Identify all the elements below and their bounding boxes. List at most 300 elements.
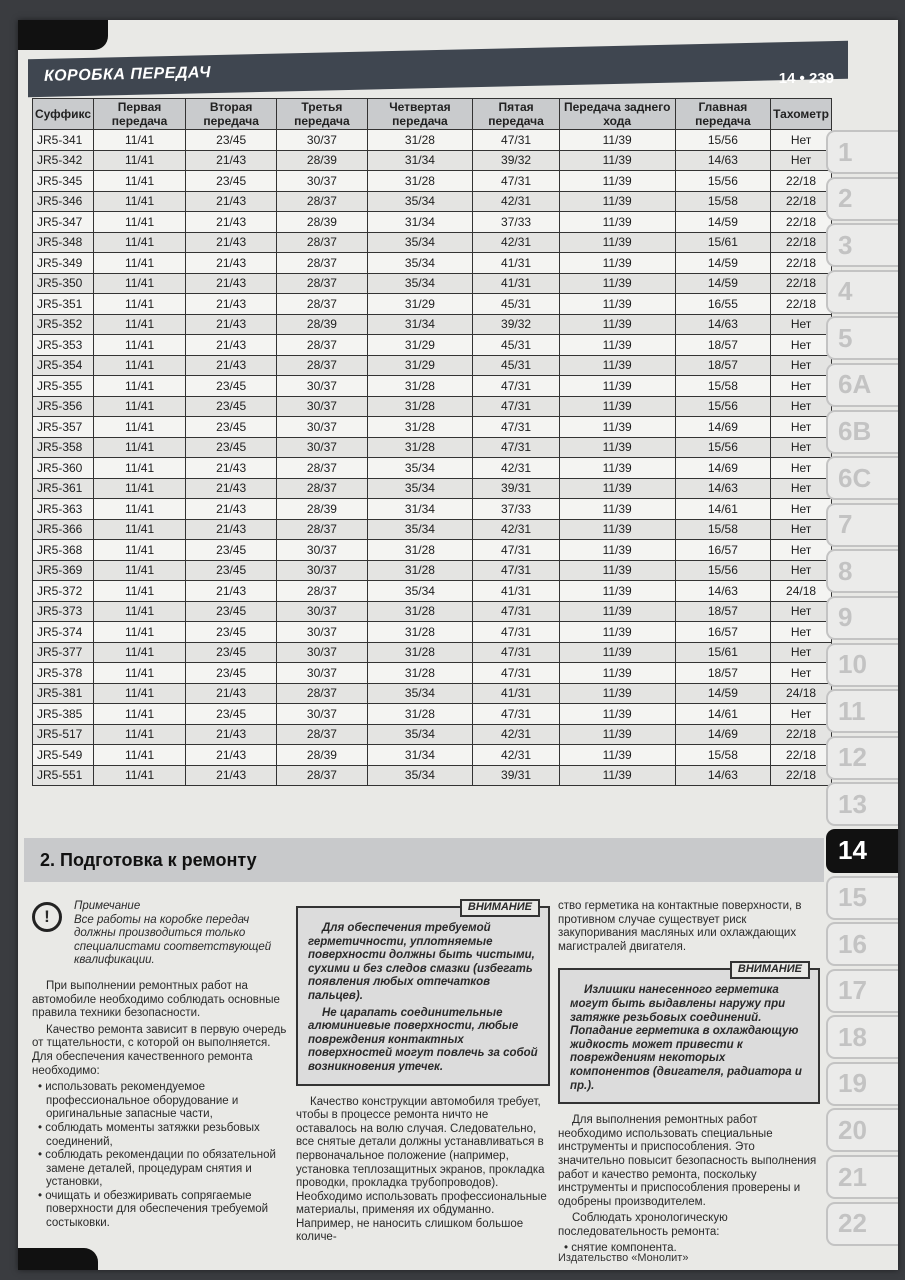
column-header: Первая передача xyxy=(94,99,186,130)
table-row xyxy=(33,335,832,356)
publisher-footer: Издательство «Монолит» xyxy=(558,1252,689,1264)
table-row xyxy=(33,540,832,561)
table-cell: JR5-355 xyxy=(33,376,94,397)
table-cell: JR5-342 xyxy=(33,150,94,171)
table-cell: 30/37 xyxy=(277,171,367,192)
table-cell: 11/39 xyxy=(559,191,675,212)
table-cell: 30/37 xyxy=(277,622,367,643)
table-cell: 16/55 xyxy=(675,294,770,315)
table-cell: Нет xyxy=(771,437,832,458)
table-cell: 11/39 xyxy=(559,622,675,643)
chapter-tab[interactable]: 15 xyxy=(826,876,898,920)
text-column-1 xyxy=(32,900,288,1231)
table-cell: 11/39 xyxy=(559,663,675,684)
table-cell: 15/58 xyxy=(675,191,770,212)
paragraph: При выполнении ремонтных работ на автомобиле необходимо соблюдать основные правила техники безопасности. xyxy=(32,979,280,1020)
table-cell: Нет xyxy=(771,150,832,171)
table-cell: 42/31 xyxy=(473,458,559,479)
table-cell: 31/34 xyxy=(367,314,473,335)
section-heading-text: 2. Подготовка к ремонту xyxy=(40,850,257,870)
table-cell: 11/39 xyxy=(559,745,675,766)
chapter-tab[interactable]: 13 xyxy=(826,782,898,826)
table-cell: 14/69 xyxy=(675,458,770,479)
table-cell: 11/41 xyxy=(94,232,186,253)
table-cell: 23/45 xyxy=(186,622,277,643)
table-cell: JR5-373 xyxy=(33,601,94,622)
table-cell: 11/41 xyxy=(94,294,186,315)
chapter-tab[interactable]: 19 xyxy=(826,1062,898,1106)
table-cell: 11/41 xyxy=(94,355,186,376)
table-cell: Нет xyxy=(771,130,832,151)
table-cell: 31/28 xyxy=(367,417,473,438)
table-cell: JR5-360 xyxy=(33,458,94,479)
chapter-tab[interactable]: 18 xyxy=(826,1015,898,1059)
chapter-tab[interactable]: 7 xyxy=(826,503,898,547)
table-cell: 30/37 xyxy=(277,540,367,561)
list-item: • соблюдать рекомендации по обязательной замене деталей, процедурам снятия и установки, xyxy=(38,1149,276,1189)
table-cell: JR5-361 xyxy=(33,478,94,499)
chapter-tab[interactable]: 16 xyxy=(826,922,898,966)
table-cell: JR5-549 xyxy=(33,745,94,766)
chapter-tab[interactable]: 2 xyxy=(826,177,898,221)
chapter-tab[interactable]: 21 xyxy=(826,1155,898,1199)
table-cell: JR5-385 xyxy=(33,704,94,725)
table-cell: 21/43 xyxy=(186,232,277,253)
table-row xyxy=(33,765,832,786)
table-cell: 15/61 xyxy=(675,232,770,253)
table-cell: 11/41 xyxy=(94,642,186,663)
column-header: Четвертая передача xyxy=(367,99,473,130)
table-cell: 45/31 xyxy=(473,355,559,376)
table-row xyxy=(33,232,832,253)
table-cell: 15/56 xyxy=(675,396,770,417)
table-cell: 21/43 xyxy=(186,191,277,212)
table-cell: Нет xyxy=(771,560,832,581)
table-cell: 42/31 xyxy=(473,232,559,253)
table-row xyxy=(33,294,832,315)
table-row xyxy=(33,663,832,684)
paragraph: Для выполнения ремонтных работ необходимо использовать специальные инструменты и приспособления. Это значительно повысит безопасность выполнения работ и качество ремонта, поскольку инструменты и приспособления проверены и одобрены производителем. xyxy=(558,1114,817,1208)
table-cell: 24/18 xyxy=(771,683,832,704)
table-cell: 31/34 xyxy=(367,150,473,171)
table-cell: 41/31 xyxy=(473,273,559,294)
table-row xyxy=(33,314,832,335)
table-cell: JR5-372 xyxy=(33,581,94,602)
table-row xyxy=(33,273,832,294)
table-cell: 41/31 xyxy=(473,683,559,704)
table-cell: 31/28 xyxy=(367,663,473,684)
section-heading xyxy=(24,838,824,882)
table-cell: 23/45 xyxy=(186,601,277,622)
table-cell: 23/45 xyxy=(186,396,277,417)
table-cell: Нет xyxy=(771,335,832,356)
warning-label: ВНИМАНИЕ xyxy=(460,899,540,917)
table-cell: 47/31 xyxy=(473,601,559,622)
table-cell: 14/63 xyxy=(675,478,770,499)
table-cell: 11/41 xyxy=(94,150,186,171)
table-cell: 14/59 xyxy=(675,683,770,704)
chapter-tab[interactable]: 17 xyxy=(826,969,898,1013)
table-cell: JR5-381 xyxy=(33,683,94,704)
table-cell: 11/39 xyxy=(559,376,675,397)
table-cell: JR5-349 xyxy=(33,253,94,274)
table-cell: JR5-352 xyxy=(33,314,94,335)
chapter-tab[interactable]: 11 xyxy=(826,689,898,733)
table-cell: 35/34 xyxy=(367,273,473,294)
table-row xyxy=(33,683,832,704)
table-cell: 22/18 xyxy=(771,765,832,786)
table-cell: 11/39 xyxy=(559,232,675,253)
warning-text: Излишки нанесенного герметика могут быть выдавлены наружу при затяжке резьбовых соединений. Попадание герметика в охлаждающую жидкость может привести к повреждениям некоторых компонентов (двигателя, радиатора и пр.). xyxy=(570,984,802,1092)
table-row xyxy=(33,499,832,520)
table-cell: 23/45 xyxy=(186,560,277,581)
table-cell: 11/41 xyxy=(94,212,186,233)
table-cell: 15/56 xyxy=(675,171,770,192)
table-cell: 14/59 xyxy=(675,212,770,233)
table-row xyxy=(33,212,832,233)
table-cell: 22/18 xyxy=(771,171,832,192)
table-cell: 47/31 xyxy=(473,417,559,438)
table-cell: 11/39 xyxy=(559,765,675,786)
table-cell: 42/31 xyxy=(473,724,559,745)
table-cell: 22/18 xyxy=(771,273,832,294)
table-row xyxy=(33,150,832,171)
table-cell: 11/39 xyxy=(559,314,675,335)
table-cell: 31/29 xyxy=(367,335,473,356)
table-header-row xyxy=(33,99,832,130)
table-cell: 35/34 xyxy=(367,724,473,745)
table-cell: 14/59 xyxy=(675,273,770,294)
table-cell: 15/58 xyxy=(675,376,770,397)
table-cell: JR5-348 xyxy=(33,232,94,253)
table-cell: Нет xyxy=(771,642,832,663)
table-cell: 11/39 xyxy=(559,396,675,417)
table-cell: 28/37 xyxy=(277,191,367,212)
note-block xyxy=(32,900,288,968)
table-row xyxy=(33,417,832,438)
table-row xyxy=(33,191,832,212)
table-cell: 23/45 xyxy=(186,417,277,438)
table-cell: 15/56 xyxy=(675,130,770,151)
table-cell: 28/37 xyxy=(277,335,367,356)
warning-box xyxy=(558,963,820,1104)
table-row xyxy=(33,622,832,643)
table-cell: 21/43 xyxy=(186,519,277,540)
table-cell: Нет xyxy=(771,355,832,376)
table-cell: Нет xyxy=(771,458,832,479)
table-cell: 37/33 xyxy=(473,499,559,520)
table-body xyxy=(33,130,832,786)
table-cell: 35/34 xyxy=(367,581,473,602)
table-cell: 11/39 xyxy=(559,642,675,663)
table-row xyxy=(33,581,832,602)
table-cell: 11/41 xyxy=(94,437,186,458)
table-cell: 45/31 xyxy=(473,335,559,356)
column-header: Пятая передача xyxy=(473,99,559,130)
chapter-tab[interactable]: 3 xyxy=(826,223,898,267)
list-item: • очищать и обезжиривать сопрягаемые поверхности для обеспечения требуемой состыковки. xyxy=(38,1189,269,1230)
table-cell: 21/43 xyxy=(186,294,277,315)
table-cell: 15/61 xyxy=(675,642,770,663)
paragraph: Качество ремонта зависит в первую очередь от тщательности, с которой он выполняется. Для обеспечения качественного ремонта необходимо: xyxy=(32,1023,287,1077)
table-cell: 11/41 xyxy=(94,519,186,540)
table-cell: JR5-354 xyxy=(33,355,94,376)
table-cell: 21/43 xyxy=(186,499,277,520)
table-cell: 11/41 xyxy=(94,683,186,704)
table-cell: 31/28 xyxy=(367,171,473,192)
table-cell: 16/57 xyxy=(675,622,770,643)
table-cell: 11/39 xyxy=(559,560,675,581)
table-cell: JR5-346 xyxy=(33,191,94,212)
table-cell: 11/39 xyxy=(559,294,675,315)
column-header: Тахометр xyxy=(771,99,832,130)
table-row xyxy=(33,560,832,581)
table-cell: 35/34 xyxy=(367,478,473,499)
list-item: • использовать рекомендуемое профессиональное оборудование и оригинальные запасные части, xyxy=(38,1081,239,1121)
table-cell: 30/37 xyxy=(277,560,367,581)
table-cell: 21/43 xyxy=(186,273,277,294)
table-cell: JR5-517 xyxy=(33,724,94,745)
table-cell: 28/39 xyxy=(277,212,367,233)
page-number: 14 • 239 xyxy=(778,70,834,87)
gear-ratio-table xyxy=(32,98,832,786)
table-cell: 47/31 xyxy=(473,704,559,725)
table-cell: 11/41 xyxy=(94,314,186,335)
table-cell: 35/34 xyxy=(367,683,473,704)
table-cell: 15/56 xyxy=(675,560,770,581)
table-cell: 23/45 xyxy=(186,171,277,192)
table-cell: 21/43 xyxy=(186,581,277,602)
table-cell: JR5-358 xyxy=(33,437,94,458)
table-cell: 15/56 xyxy=(675,437,770,458)
binder-clip xyxy=(18,1248,98,1270)
table-cell: Нет xyxy=(771,376,832,397)
paragraph: ство герметика на контактные поверхности, в противном случае существует риск закупоривания масляных или охлаждающих магистралей двигателя. xyxy=(558,900,802,953)
table-cell: 35/34 xyxy=(367,519,473,540)
table-cell: 28/39 xyxy=(277,499,367,520)
table-cell: 28/37 xyxy=(277,724,367,745)
table-cell: 11/41 xyxy=(94,396,186,417)
text-column-2 xyxy=(296,900,550,1248)
list-item: • соблюдать моменты затяжки резьбовых соединений, xyxy=(38,1121,260,1148)
table-cell: 37/33 xyxy=(473,212,559,233)
chapter-tab[interactable]: 8 xyxy=(826,549,898,593)
table-cell: 11/39 xyxy=(559,335,675,356)
table-cell: 24/18 xyxy=(771,581,832,602)
table-cell: 28/39 xyxy=(277,314,367,335)
table-cell: 28/39 xyxy=(277,745,367,766)
table-cell: 11/41 xyxy=(94,540,186,561)
table-row xyxy=(33,642,832,663)
table-cell: 11/41 xyxy=(94,273,186,294)
table-cell: 11/39 xyxy=(559,437,675,458)
table-cell: JR5-353 xyxy=(33,335,94,356)
table-cell: 30/37 xyxy=(277,417,367,438)
table-cell: 28/37 xyxy=(277,581,367,602)
list-item: • снятие компонента. xyxy=(564,1242,677,1255)
table-cell: 11/41 xyxy=(94,560,186,581)
table-cell: 21/43 xyxy=(186,150,277,171)
table-cell: 11/39 xyxy=(559,273,675,294)
table-cell: 14/59 xyxy=(675,253,770,274)
table-cell: JR5-357 xyxy=(33,417,94,438)
table-cell: 39/32 xyxy=(473,150,559,171)
chapter-tabs xyxy=(826,130,898,1248)
column-header: Передача заднего хода xyxy=(559,99,675,130)
table-cell: 18/57 xyxy=(675,335,770,356)
table-cell: JR5-378 xyxy=(33,663,94,684)
table-cell: 15/58 xyxy=(675,519,770,540)
chapter-tab[interactable]: 22 xyxy=(826,1202,898,1246)
section-title: КОРОБКА ПЕРЕДАЧ xyxy=(43,64,212,85)
table-cell: 35/34 xyxy=(367,253,473,274)
table-cell: 47/31 xyxy=(473,560,559,581)
table-cell: 31/28 xyxy=(367,560,473,581)
table-cell: 11/41 xyxy=(94,458,186,479)
table-cell: 30/37 xyxy=(277,376,367,397)
table-cell: 41/31 xyxy=(473,253,559,274)
table-cell: 11/39 xyxy=(559,458,675,479)
table-cell: 11/39 xyxy=(559,130,675,151)
table-cell: JR5-351 xyxy=(33,294,94,315)
table-cell: 23/45 xyxy=(186,663,277,684)
table-cell: 22/18 xyxy=(771,212,832,233)
table-cell: Нет xyxy=(771,499,832,520)
table-cell: Нет xyxy=(771,601,832,622)
table-cell: 47/31 xyxy=(473,396,559,417)
table-cell: 31/28 xyxy=(367,622,473,643)
warning-label: ВНИМАНИЕ xyxy=(730,961,810,979)
table-cell: 21/43 xyxy=(186,355,277,376)
table-cell: 14/63 xyxy=(675,581,770,602)
table-row xyxy=(33,171,832,192)
table-cell: 14/63 xyxy=(675,314,770,335)
warning-box xyxy=(296,901,550,1086)
warning-text: Для обеспечения требуемой герметичности, уплотняемые поверхности должны быть чистыми, сухими и без следов смазки (избегать появления любых отпечатков пальцев). xyxy=(308,922,535,1002)
table-cell: 21/43 xyxy=(186,724,277,745)
table-cell: 11/39 xyxy=(559,540,675,561)
table-row xyxy=(33,130,832,151)
chapter-tab[interactable]: 6C xyxy=(826,456,898,500)
table-cell: 15/58 xyxy=(675,745,770,766)
table-cell: Нет xyxy=(771,663,832,684)
table-cell: 42/31 xyxy=(473,519,559,540)
table-cell: 11/41 xyxy=(94,704,186,725)
table-cell: 11/39 xyxy=(559,683,675,704)
table-row xyxy=(33,601,832,622)
table-cell: 22/18 xyxy=(771,253,832,274)
chapter-tab[interactable]: 10 xyxy=(826,643,898,687)
table-cell: 22/18 xyxy=(771,232,832,253)
table-cell: 31/29 xyxy=(367,355,473,376)
table-row xyxy=(33,376,832,397)
table-cell: 11/39 xyxy=(559,519,675,540)
table-cell: JR5-369 xyxy=(33,560,94,581)
table-cell: 31/28 xyxy=(367,396,473,417)
chapter-tab[interactable]: 20 xyxy=(826,1108,898,1152)
table-cell: 31/28 xyxy=(367,376,473,397)
table-cell: 28/37 xyxy=(277,519,367,540)
chapter-tab[interactable]: 14 xyxy=(826,829,898,873)
table-cell: 42/31 xyxy=(473,191,559,212)
table-row xyxy=(33,745,832,766)
table-cell: 23/45 xyxy=(186,540,277,561)
table-cell: 11/41 xyxy=(94,601,186,622)
table-cell: 11/39 xyxy=(559,581,675,602)
table-cell: 28/37 xyxy=(277,478,367,499)
table-cell: 30/37 xyxy=(277,437,367,458)
table-cell: 30/37 xyxy=(277,704,367,725)
table-cell: 31/28 xyxy=(367,437,473,458)
table-cell: 16/57 xyxy=(675,540,770,561)
table-cell: 45/31 xyxy=(473,294,559,315)
table-cell: 35/34 xyxy=(367,232,473,253)
table-cell: 11/41 xyxy=(94,253,186,274)
table-cell: 28/37 xyxy=(277,273,367,294)
table-cell: 21/43 xyxy=(186,314,277,335)
table-row xyxy=(33,458,832,479)
chapter-tab[interactable]: 5 xyxy=(826,316,898,360)
paragraph: Качество конструкции автомобиля требует, чтобы в процессе ремонта ничто не оставалось на волю случая. Следовательно, все снятые детали должны устанавливаться в первоначальное положение (например, установка теплозащитных экранов, прокладка проводки, прокладка трубопроводов). Необходимо использовать профессиональные материалы, применяя их обдуманно. Например, не наносить слишком большое количе- xyxy=(296,1095,547,1244)
table-cell: 11/41 xyxy=(94,499,186,520)
table-cell: 30/37 xyxy=(277,663,367,684)
chapter-tab[interactable]: 12 xyxy=(826,736,898,780)
table-cell: 31/28 xyxy=(367,130,473,151)
chapter-tab[interactable]: 6A xyxy=(826,363,898,407)
chapter-tab[interactable]: 6B xyxy=(826,410,898,454)
table-cell: Нет xyxy=(771,417,832,438)
table-cell: 30/37 xyxy=(277,642,367,663)
table-cell: 18/57 xyxy=(675,601,770,622)
table-cell: 39/32 xyxy=(473,314,559,335)
table-cell: 21/43 xyxy=(186,253,277,274)
table-cell: JR5-363 xyxy=(33,499,94,520)
column-header: Третья передача xyxy=(277,99,367,130)
table-cell: 28/37 xyxy=(277,294,367,315)
table-cell: 14/61 xyxy=(675,499,770,520)
chapter-tab[interactable]: 9 xyxy=(826,596,898,640)
table-cell: 47/31 xyxy=(473,663,559,684)
table-cell: 35/34 xyxy=(367,191,473,212)
table-cell: 11/41 xyxy=(94,417,186,438)
table-cell: 11/39 xyxy=(559,212,675,233)
table-cell: 28/37 xyxy=(277,458,367,479)
table-cell: 18/57 xyxy=(675,355,770,376)
table-row xyxy=(33,724,832,745)
paragraph: Соблюдать хронологическую последовательность ремонта: xyxy=(558,1212,728,1238)
table-cell: 11/39 xyxy=(559,724,675,745)
table-cell: 11/41 xyxy=(94,663,186,684)
table-cell: 11/41 xyxy=(94,130,186,151)
table-cell: 11/39 xyxy=(559,253,675,274)
column-header: Вторая передача xyxy=(186,99,277,130)
table-cell: JR5-347 xyxy=(33,212,94,233)
table-cell: JR5-374 xyxy=(33,622,94,643)
text-column-3 xyxy=(558,900,820,1256)
table-cell: 11/39 xyxy=(559,150,675,171)
table-cell: JR5-345 xyxy=(33,171,94,192)
chapter-tab[interactable]: 4 xyxy=(826,270,898,314)
table-cell: Нет xyxy=(771,540,832,561)
table-cell: 11/39 xyxy=(559,355,675,376)
table-cell: 22/18 xyxy=(771,294,832,315)
table-cell: 31/28 xyxy=(367,540,473,561)
chapter-tab[interactable]: 1 xyxy=(826,130,898,174)
table-cell: 11/41 xyxy=(94,745,186,766)
table-cell: 47/31 xyxy=(473,437,559,458)
table-cell: 11/39 xyxy=(559,499,675,520)
table-cell: 35/34 xyxy=(367,458,473,479)
